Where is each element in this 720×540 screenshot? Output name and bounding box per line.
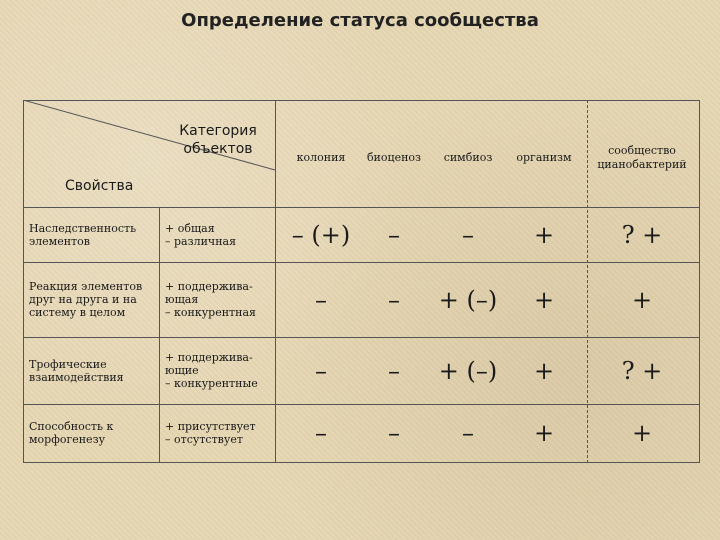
table-right-border	[699, 100, 700, 463]
status-cell: +	[533, 220, 555, 249]
status-cell: – (+)	[291, 220, 351, 249]
status-cell: –	[388, 356, 400, 385]
column-header: колония	[296, 151, 346, 164]
status-cell: ? +	[621, 220, 663, 249]
page-title: Определение статуса сообщества	[181, 10, 539, 31]
status-cell: +	[533, 285, 555, 314]
row-property: Наследственность элементов	[29, 221, 137, 248]
status-cell: –	[462, 419, 474, 447]
row-property: Трофические взаимодействия	[29, 357, 124, 384]
status-cell: +	[533, 356, 555, 385]
status-table	[23, 100, 700, 463]
header-category: Категория объектов	[179, 123, 257, 157]
table-bottom-border	[23, 462, 700, 463]
header-properties: Свойства	[65, 178, 134, 194]
status-cell: –	[315, 419, 327, 447]
status-cell: –	[315, 285, 327, 314]
column-header: биоценоз	[366, 151, 422, 164]
column-header: симбиоз	[443, 151, 493, 164]
status-cell: ? +	[621, 356, 663, 385]
status-cell: –	[388, 220, 400, 249]
status-cell: –	[388, 419, 400, 447]
row-values: + общая – различная	[165, 221, 237, 248]
status-cell: + (–)	[438, 356, 498, 385]
row-property: Реакция элементов друг на друга и на систему в целом	[29, 280, 143, 319]
status-cell: –	[315, 356, 327, 385]
row-values: + присутствует – отсутствует	[165, 420, 256, 446]
status-cell: +	[631, 419, 653, 447]
row-property: Способность к морфогенезу	[29, 420, 114, 446]
row-values: + поддержива- ющая – конкурентная	[165, 280, 256, 319]
row-values: + поддержива- ющие – конкурентные	[165, 351, 258, 390]
column-header: организм	[516, 151, 572, 164]
status-cell: + (–)	[438, 285, 498, 314]
status-cell: +	[631, 285, 653, 314]
status-cell: –	[462, 220, 474, 249]
column-header: сообщество цианобактерий	[597, 144, 687, 171]
status-cell: +	[533, 419, 555, 447]
table-divider-props	[159, 207, 160, 463]
status-cell: –	[388, 285, 400, 314]
